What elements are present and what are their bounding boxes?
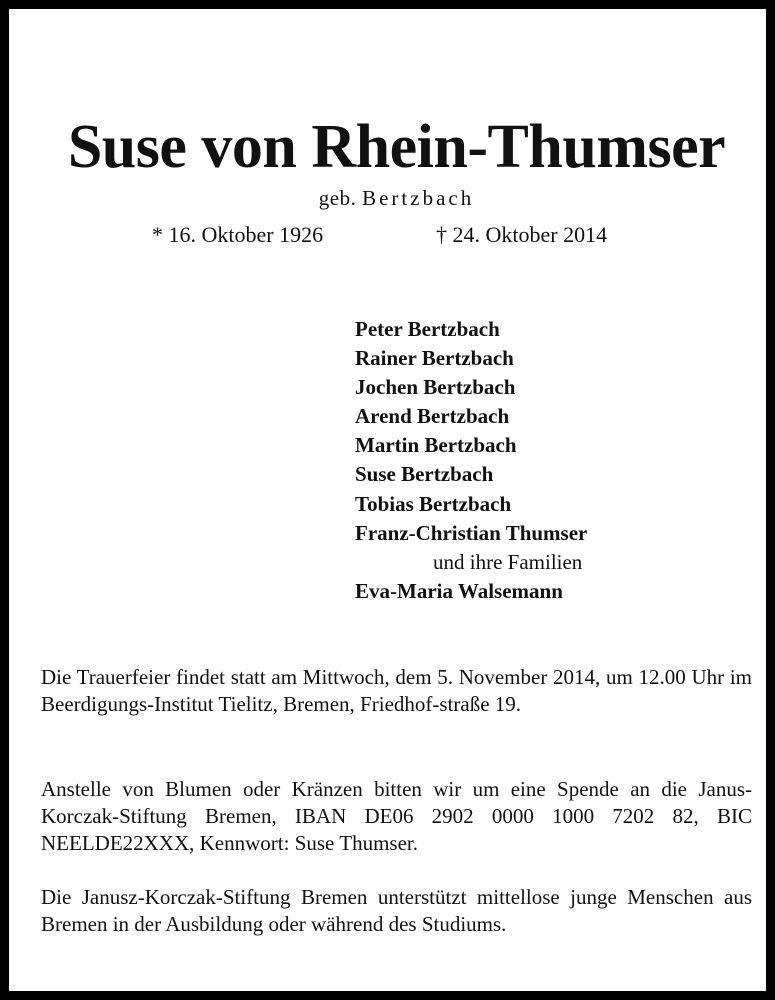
mourner-name: Rainer Bertzbach bbox=[355, 346, 514, 371]
birth-name-prefix: geb. bbox=[318, 186, 357, 210]
funeral-service-paragraph: Die Trauerfeier findet statt am Mittwoch, dem 5. November 2014, um 12.00 Uhr im Beerdigungs-Institut Tielitz, Bremen, Friedhof-straße 19. bbox=[41, 665, 752, 716]
date-of-birth: * 16. Oktober 1926 bbox=[152, 222, 324, 247]
donation-paragraph: Anstelle von Blumen oder Kränzen bitten wir um eine Spende an die Janus-Korczak-Stiftung Bremen, IBAN DE06 2902 0000 1000 7202 82, BIC NEELDE22XXX, Kennwort: Suse Thumser. bbox=[41, 777, 752, 855]
date-of-death: † 24. Oktober 2014 bbox=[436, 222, 608, 247]
mourner-name: Martin Bertzbach bbox=[355, 433, 517, 458]
families-note: und ihre Familien bbox=[433, 549, 583, 574]
foundation-paragraph: Die Janusz-Korczak-Stiftung Bremen unterstützt mittellose junge Menschen aus Bremen in der Ausbildung oder während des Studiums. bbox=[41, 885, 752, 936]
mourner-name: Tobias Bertzbach bbox=[355, 491, 512, 516]
deceased-name: Suse von Rhein-Thumser bbox=[67, 113, 726, 181]
mourner-name: Suse Bertzbach bbox=[355, 462, 494, 487]
mourner-name: Peter Bertzbach bbox=[355, 317, 500, 341]
mourner-name: Jochen Bertzbach bbox=[355, 375, 516, 400]
mourner-name: Eva-Maria Walsemann bbox=[355, 578, 563, 603]
birth-name-value: Bertzbach bbox=[362, 186, 475, 210]
mourner-name: Franz-Christian Thumser bbox=[355, 520, 588, 545]
mourner-name: Arend Bertzbach bbox=[355, 404, 510, 429]
mourners-list bbox=[355, 315, 587, 606]
birth-name bbox=[9, 185, 775, 211]
